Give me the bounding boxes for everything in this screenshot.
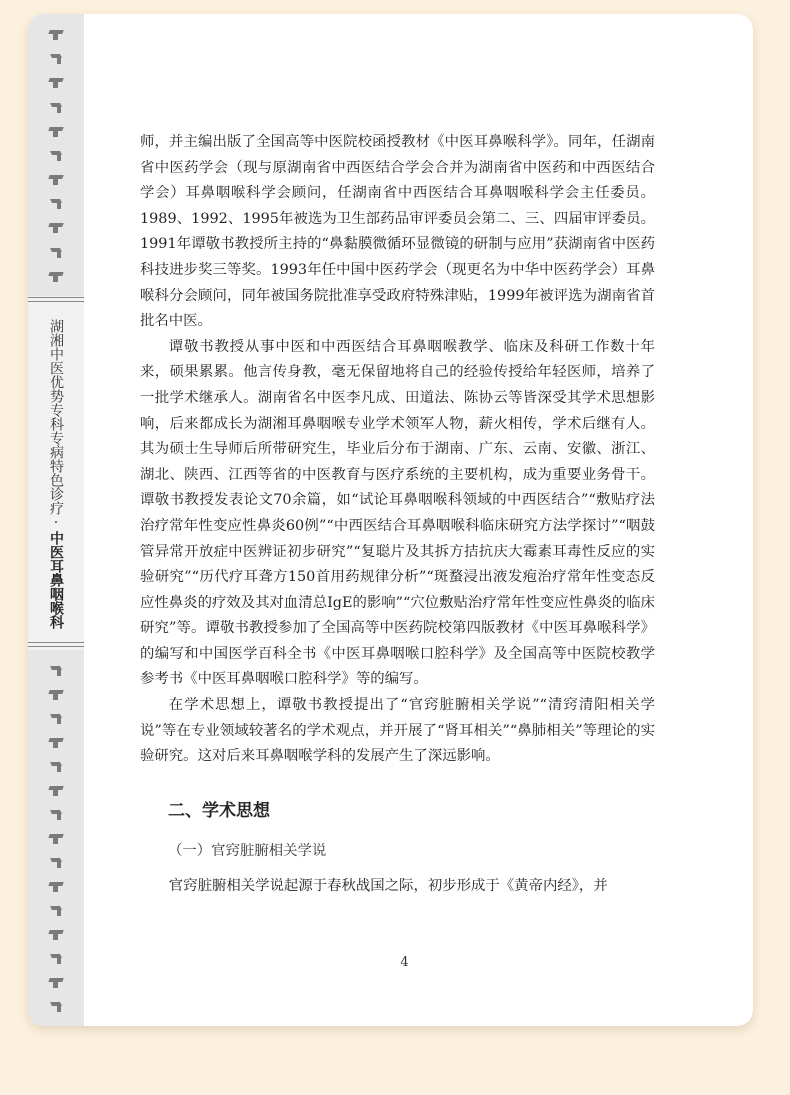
martial-figure-icon — [47, 712, 65, 724]
paragraph: 师，并主编出版了全国高等中医院校函授教材《中医耳鼻喉科学》。同年，任湖南省中医药学会（现与原湖南省中西医结合学会合并为湖南省中医药和中西医结合学会）耳鼻咽喉科学会顾问，任湖南省中西医结合耳鼻咽喉科学会主任委员。1989、1992、1995年被选为卫生部药品审评委员会第二、三、四届审评委员。1991年谭敬书教授所主持的“鼻黏膜微循环显微镜的研制与应用”获湖南省中医药科技进步奖三等奖。1993年任中国中医药学会（现更名为中华中医药学会）耳鼻喉科分会顾问，同年被国务院批准享受政府特殊津贴，1999年被评选为湖南省首批名中医。 — [140, 134, 655, 330]
martial-figure-icon — [47, 270, 65, 282]
subsection-heading: （一）官窍脏腑相关学说 — [168, 842, 327, 859]
martial-figure-icon — [47, 736, 65, 748]
running-title — [28, 314, 84, 634]
martial-figure-icon — [47, 28, 65, 40]
decorative-figures-top — [28, 14, 84, 296]
martial-figure-icon — [47, 760, 65, 772]
divider — [28, 646, 84, 647]
martial-figure-icon — [47, 221, 65, 233]
divider — [28, 297, 84, 298]
martial-figure-icon — [47, 832, 65, 844]
margin-strip — [28, 14, 84, 1026]
martial-figure-icon — [47, 688, 65, 700]
page-number: 4 — [400, 955, 409, 970]
martial-figure-icon — [47, 880, 65, 892]
running-title-book: 中医耳鼻咽喉科 — [48, 531, 64, 629]
martial-figure-icon — [47, 808, 65, 820]
paragraph: 在学术思想上，谭敬书教授提出了“官窍脏腑相关学说”“清窍清阳相关学说”等在专业领域较著名的学术观点，并开展了“肾耳相关”“鼻肺相关”等理论的实验研究。这对后来耳鼻咽喉学科的发展产生了深远影响。 — [140, 697, 655, 765]
martial-figure-icon — [47, 197, 65, 209]
martial-figure-icon — [47, 976, 65, 988]
martial-figure-icon — [47, 101, 65, 113]
martial-figure-icon — [47, 125, 65, 137]
paragraph: 谭敬书教授从事中医和中西医结合耳鼻咽喉教学、临床及科研工作数十年来，硕果累累。他言传身教，毫无保留地将自己的经验传授给年轻医师，培养了一批学术继承人。湖南省名中医李凡成、田道法、陈协云等皆深受其学术思想影响，后来都成长为湖湘耳鼻咽喉专业学术领军人物，薪火相传，学术后继有人。其为硕士生导师后所带研究生，毕业后分布于湖南、广东、云南、安徽、浙江、湖北、陕西、江西等省的中医教育与医疗系统的主要机构，成为重要业务骨干。谭敬书教授发表论文70余篇，如“试论耳鼻咽喉科领域的中西医结合”“敷贴疗法治疗常年性变应性鼻炎60例”“中西医结合耳鼻咽喉科临床研究方法学探讨”“咽鼓管异常开放症中医辨证初步研究”“复聪片及其拆方拮抗庆大霉素耳毒性反应的实验研究”“历代疗耳聋方150首用药规律分析”“斑蝥浸出液发疱治疗常年性变态反应性鼻炎的疗效及其对血清总IgE的影响”“穴位敷贴治疗常年性变应性鼻炎的临床研究”等。谭敬书教授参加了全国高等中医药院校第四版教材《中医耳鼻喉科学》的编写和中国医学百科全书《中医耳鼻咽喉口腔科学》及全国高等中医院校教学参考书《中医耳鼻咽喉口腔科学》等的编写。 — [140, 338, 656, 688]
martial-figure-icon — [47, 76, 65, 88]
martial-figure-icon — [47, 904, 65, 916]
section-heading: 二、学术思想 — [168, 800, 270, 821]
martial-figure-icon — [47, 664, 65, 676]
martial-figure-icon — [47, 246, 65, 258]
martial-figure-icon — [47, 52, 65, 64]
running-title-series: 湖湘中医优势专科专病特色诊疗· — [48, 319, 64, 531]
divider — [28, 301, 84, 302]
martial-figure-icon — [47, 856, 65, 868]
martial-figure-icon — [47, 1000, 65, 1012]
martial-figure-icon — [47, 149, 65, 161]
page-body — [140, 130, 655, 899]
martial-figure-icon — [47, 173, 65, 185]
divider — [28, 642, 84, 643]
book-page — [28, 14, 753, 1026]
paragraph: 官窍脏腑相关学说起源于春秋战国之际，初步形成于《黄帝内经》，并 — [168, 877, 608, 894]
martial-figure-icon — [47, 928, 65, 940]
martial-figure-icon — [47, 784, 65, 796]
